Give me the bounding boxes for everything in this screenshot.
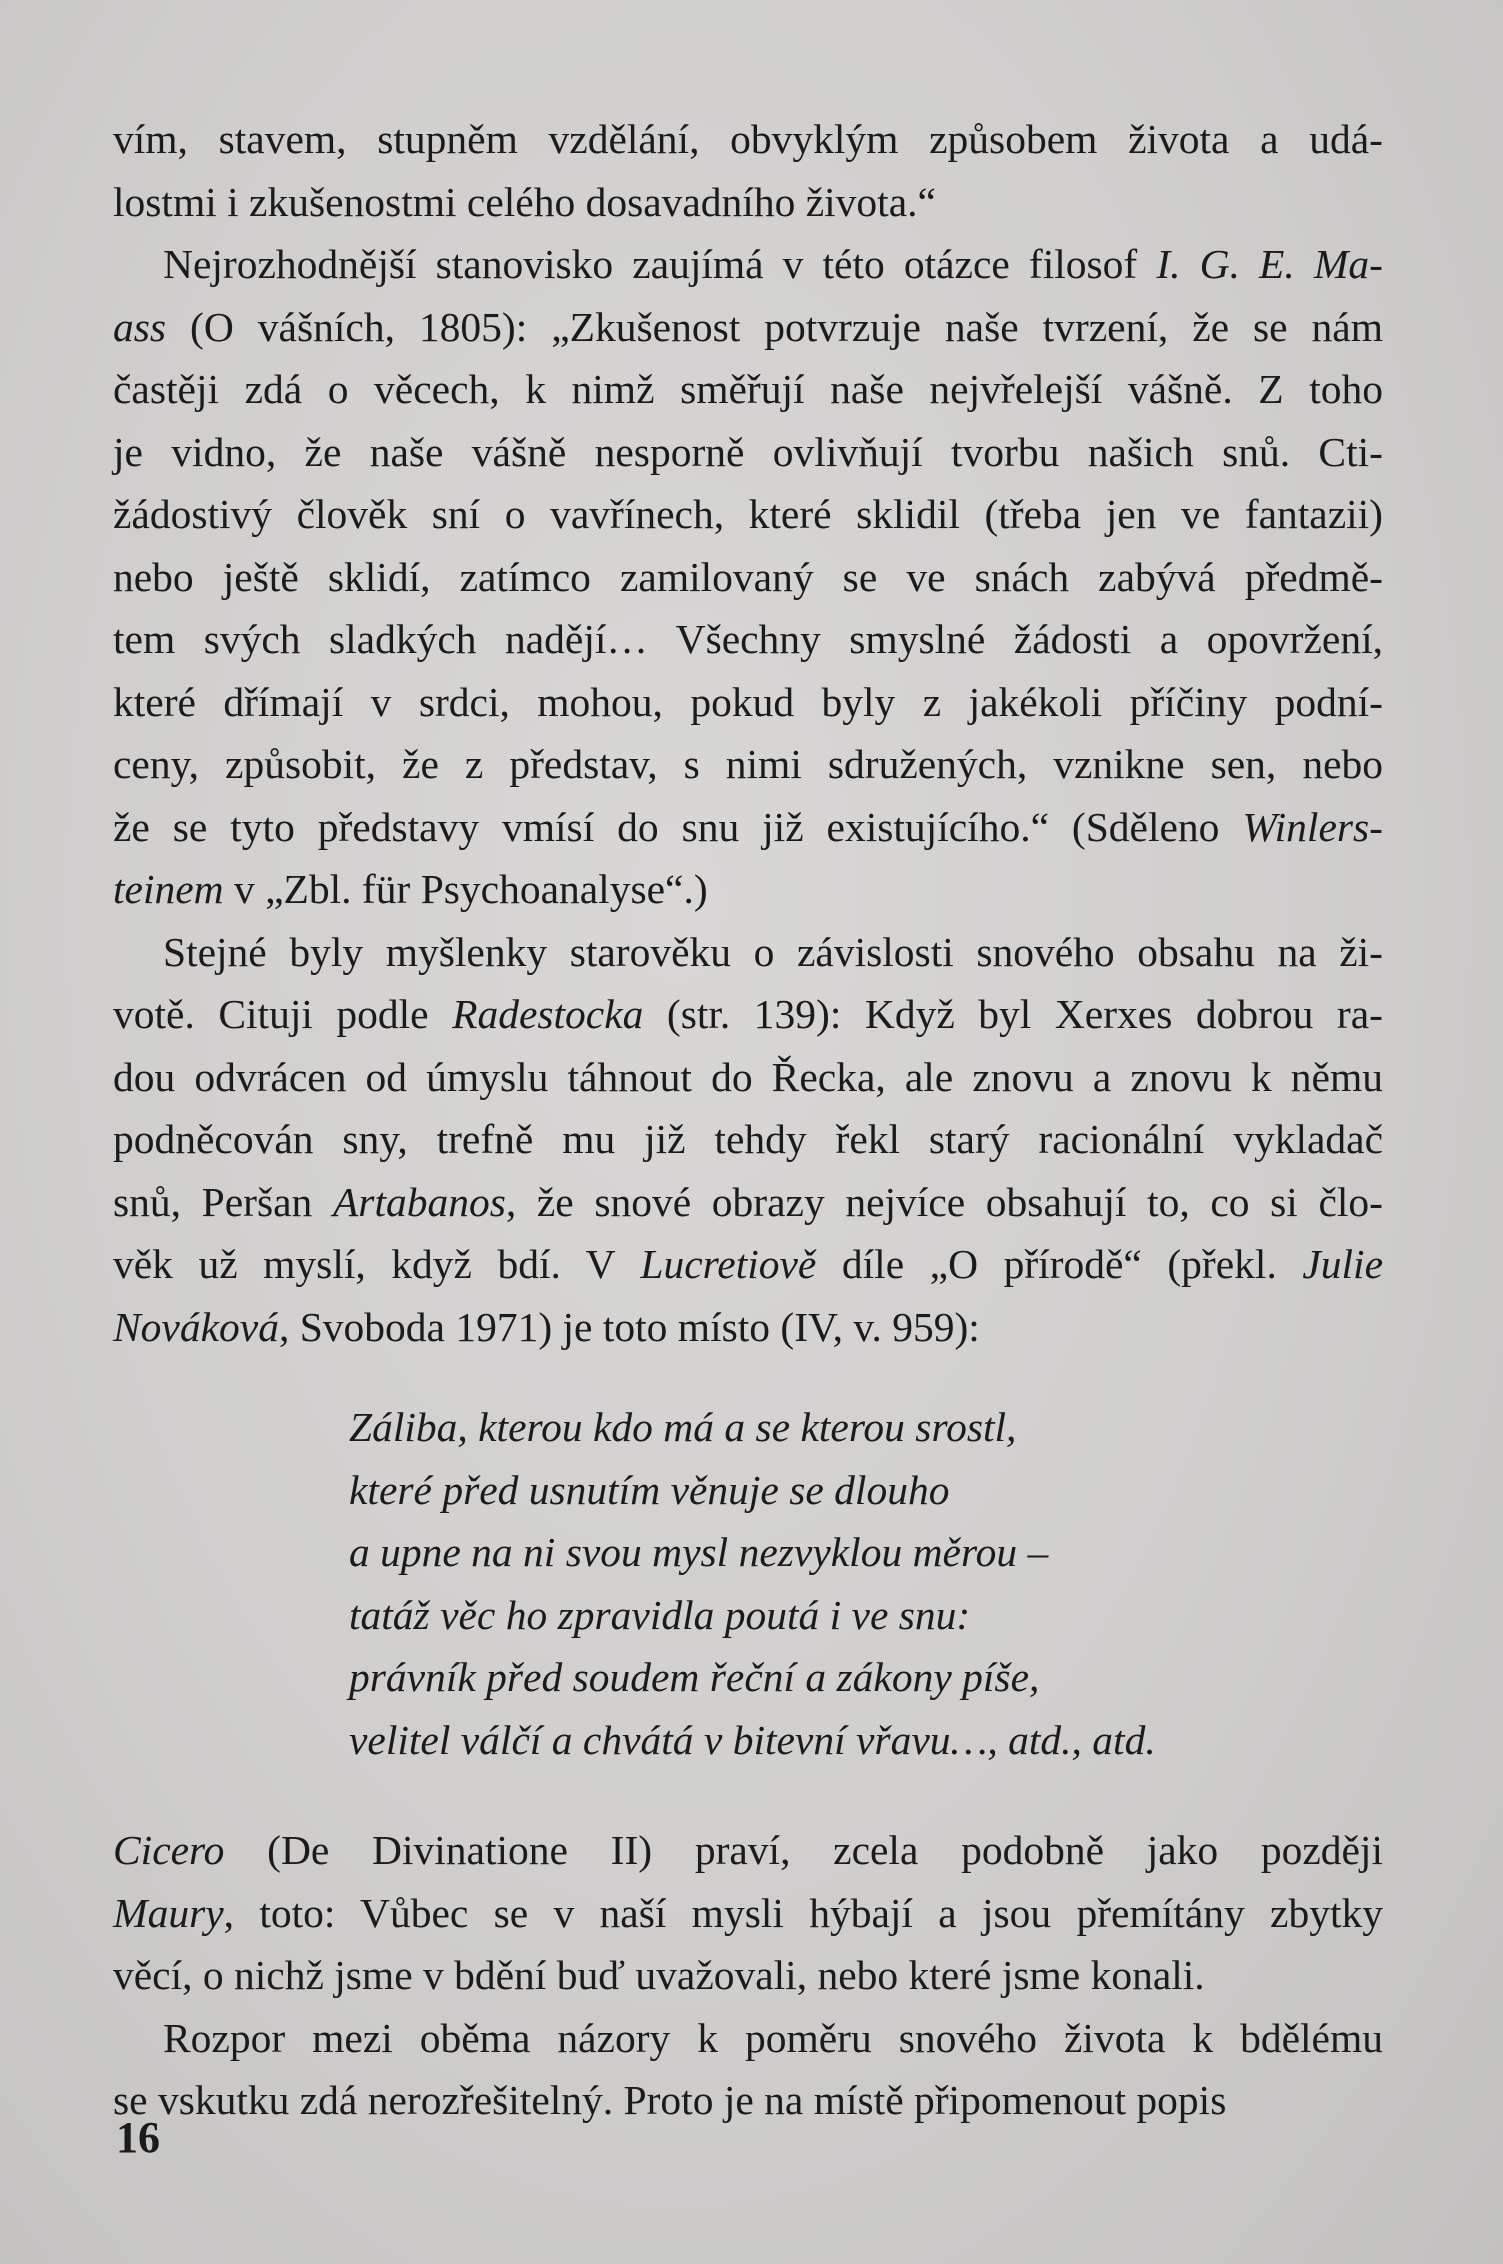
text-run: Rozpor mezi oběma názory k poměru snového života k bdělému	[163, 2014, 1383, 2061]
text-run: se vskutku zdá nerozřešitelný. Proto je na místě připomenout popis	[113, 2077, 1227, 2123]
verse-line: Záliba, kterou kdo má a se kterou srostl,	[349, 1404, 1017, 1450]
text-line: lostmi i zkušenostmi celého dosavadního života.“	[113, 178, 936, 225]
text-run: v „Zbl. für Psychoanalyse“.)	[223, 866, 708, 912]
text-line	[113, 546, 1383, 609]
text-line	[113, 671, 1383, 734]
text-run: Nejrozhodnější stanovisko zaujímá v této otázce filosof	[163, 241, 1157, 287]
text-line	[113, 483, 1383, 546]
italic-run: Artabanos	[332, 1178, 506, 1225]
text-line	[113, 2007, 1383, 2070]
text-line	[113, 358, 1383, 421]
text-run: (O vášních, 1805): „Zkušenost potvrzuje naše tvrzení, že se nám	[166, 303, 1383, 350]
text-line	[113, 921, 1383, 984]
text-run: , že snové obrazy nejvíce obsahují to, co si člo-	[505, 1178, 1383, 1225]
verse-line: právník před soudem řeční a zákony píše,	[349, 1654, 1040, 1700]
page-number: 16	[116, 2113, 160, 2162]
text-line	[113, 796, 1383, 859]
verse-line: tatáž věc ho zpravidla poutá i ve snu:	[349, 1591, 971, 1638]
text-line	[113, 1882, 1383, 1945]
italic-run: Lucretiově	[640, 1241, 817, 1287]
text-run: (str. 139): Když byl Xerxes dobrou ra-	[643, 991, 1383, 1037]
text-line	[113, 1046, 1383, 1109]
italic-run: Radestocka	[452, 991, 644, 1037]
text-line	[113, 2069, 1383, 2132]
verse-quote	[349, 1396, 1383, 1771]
italic-run: Maury	[113, 1889, 224, 1936]
text-run: častěji zdá o věcech, k nimž směřují naše nejvřelejší vášně. Z toho	[113, 366, 1383, 412]
text-run: žádostivý člověk sní o vavřínech, které sklidil (třeba jen ve fantazii)	[113, 491, 1383, 537]
spacer	[113, 1771, 1383, 1819]
text-run: podněcován sny, trefně mu již tehdy řekl starý racionální vykladač	[113, 1116, 1383, 1162]
text-line	[113, 733, 1383, 796]
verse-line: které před usnutím věnuje se dlouho	[349, 1466, 950, 1513]
text-run: věk už myslí, když bdí. V	[113, 1241, 641, 1287]
paragraph-4	[113, 1819, 1383, 2007]
text-line	[113, 983, 1383, 1046]
italic-run: Nováková	[113, 1303, 279, 1350]
text-run: nebo ještě sklidí, zatímco zamilovaný se ve snách zabývá předmě-	[113, 553, 1383, 600]
text-line	[113, 296, 1383, 359]
italic-run: Cicero	[113, 1827, 225, 1873]
verse-line: velitel válčí a chvátá v bitevní vřavu…, atd., atd.	[349, 1716, 1156, 1763]
text-run: votě. Cituji podle	[113, 991, 453, 1037]
text-run: Stejné byly myšlenky starověku o závislosti snového obsahu na ži-	[163, 928, 1383, 975]
text-run: díle „O přírodě“ (překl.	[816, 1241, 1303, 1287]
text-run: (De Divinatione II) praví, zcela podobně jako později	[224, 1827, 1383, 1873]
text-run: snů, Peršan	[113, 1178, 333, 1225]
text-run: je vidno, že naše vášně nesporně ovlivňují tvorbu našich snů. Cti-	[113, 428, 1383, 475]
italic-run: ass	[113, 303, 167, 350]
text-line	[113, 421, 1383, 484]
italic-run: Julie	[1302, 1241, 1384, 1287]
text-line	[113, 1819, 1383, 1882]
italic-run: I. G. E. Ma-	[1156, 241, 1383, 287]
verse-line: a upne na ni svou mysl nezvyklou měrou –	[349, 1529, 1049, 1575]
text-line	[113, 1108, 1383, 1171]
text-run: , Svoboda 1971) je toto místo (IV, v. 959):	[278, 1303, 980, 1350]
text-line	[113, 608, 1383, 671]
text-run: dou odvrácen od úmyslu táhnout do Řecka, ale znovu a znovu k němu	[113, 1053, 1383, 1100]
text-run: , toto: Vůbec se v naší mysli hýbají a jsou přemítány zbytky	[223, 1889, 1383, 1936]
paragraph-3	[113, 921, 1383, 1359]
italic-run: Winlers-	[1242, 803, 1383, 850]
text-line	[113, 1944, 1383, 2007]
text-run: tem svých sladkých nadějí… Všechny smyslné žádosti a opovržení,	[113, 616, 1383, 662]
paragraph-1	[113, 108, 1383, 233]
paragraph-2	[113, 233, 1383, 921]
paragraph-5	[113, 2007, 1383, 2132]
italic-run: teinem	[113, 866, 224, 912]
text-line	[113, 1296, 1383, 1359]
text-line	[113, 858, 1383, 921]
text-line	[113, 1233, 1383, 1296]
book-page	[113, 108, 1383, 2132]
text-line: vím, stavem, stupněm vzdělání, obvyklým způsobem života a udá-	[113, 116, 1383, 162]
text-run: věcí, o nichž jsme v bdění buď uvažovali, nebo které jsme konali.	[113, 1952, 1205, 1998]
text-line	[113, 233, 1383, 296]
text-run: že se tyto představy vmísí do snu již existujícího.“ (Sděleno	[113, 803, 1243, 850]
text-run: ceny, způsobit, že z představ, s nimi sdružených, vznikne sen, nebo	[113, 741, 1383, 787]
text-line	[113, 1171, 1383, 1234]
text-run: které dřímají v srdci, mohou, pokud byly z jakékoli příčiny podní-	[113, 678, 1383, 725]
